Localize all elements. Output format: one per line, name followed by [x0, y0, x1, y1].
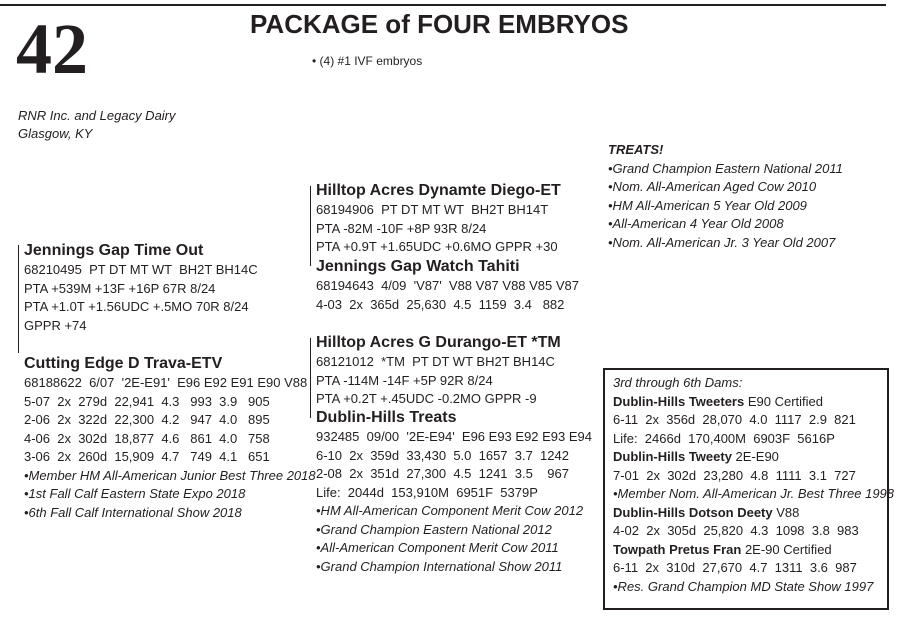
dam-entry-line: 6-11 2x 310d 27,670 4.7 1311 3.6 987: [613, 560, 857, 575]
treats-note: •HM All-American 5 Year Old 2009: [608, 197, 807, 213]
dam-entry: [613, 393, 887, 412]
dam-dam-line: Life: 2044d 153,910M 6951F 5379P: [316, 484, 538, 500]
sire-name: Jennings Gap Time Out: [24, 242, 204, 259]
sire-dam-line: 4-03 2x 365d 25,630 4.5 1159 3.4 882: [316, 296, 565, 312]
dam-bracket: [310, 338, 311, 418]
dam-note: •1st Fall Calf Eastern State Expo 2018: [24, 486, 246, 501]
dam-entry-name: Towpath Pretus Fran: [613, 541, 742, 557]
dam-dam-note: •HM All-American Component Merit Cow 2012: [316, 503, 584, 518]
dam-entry-score: 2E-90 Certified: [741, 541, 832, 557]
dam-name: Cutting Edge D Trava-ETV: [24, 355, 223, 372]
consignor-name: RNR Inc. and Legacy Dairy: [18, 108, 176, 123]
dam-entry: [613, 504, 887, 523]
treats-note: •Nom. All-American Jr. 3 Year Old 2007: [608, 234, 836, 250]
dam-line: 5-07 2x 279d 22,941 4.3 993 3.9 905: [24, 393, 270, 409]
dam-entry-score: V88: [772, 504, 800, 520]
sire-dam-line: 68194643 4/09 'V87' V88 V87 V88 V85 V87: [316, 278, 580, 293]
sire-line: 68210495 PT DT MT WT BH2T BH14C: [24, 262, 258, 277]
dam-dam-name: Dublin-Hills Treats: [316, 409, 457, 426]
embryo-description: • (4) #1 IVF embryos: [312, 54, 423, 68]
page-title: PACKAGE of FOUR EMBRYOS: [250, 9, 629, 39]
sire-line: PTA +539M +13F +16P 67R 8/24: [24, 280, 216, 296]
dam-dam-line: 6-10 2x 359d 33,430 5.0 1657 3.7 1242: [316, 447, 569, 463]
sire-line: PTA +1.0T +1.56UDC +.5MO 70R 8/24: [24, 299, 249, 314]
dam-sire-name: Hilltop Acres G Durango-ET *TM: [316, 334, 561, 351]
dam-entry-note: •Member Nom. All-American Jr. Best Three 1998: [613, 486, 895, 501]
dam-sire-line: PTA +0.2T +.45UDC -0.2MO GPPR -9: [316, 391, 537, 406]
dam-dam-note: •Grand Champion Eastern National 2012: [316, 521, 552, 537]
consignor-location: Glasgow, KY: [18, 126, 93, 141]
sire-dam-block: [316, 256, 579, 314]
dam-entry-line: 4-02 2x 305d 25,820 4.3 1098 3.8 983: [613, 523, 859, 538]
treats-block: [608, 141, 843, 252]
treats-note: •All-American 4 Year Old 2008: [608, 216, 784, 231]
dam-line: 3-06 2x 260d 15,909 4.7 749 4.1 651: [24, 449, 270, 464]
treats-heading: TREATS!: [608, 142, 664, 157]
dam-entry-name: Dublin-Hills Tweety: [613, 449, 732, 464]
dam-sire-line: 68121012 *TM PT DT WT BH2T BH14C: [316, 354, 555, 369]
sire-sire-line: PTA -82M -10F +8P 93R 8/24: [316, 220, 487, 236]
dam-dam-note: •Grand Champion International Show 2011: [316, 558, 563, 574]
sire-sire-name: Hilltop Acres Dynamte Diego-ET: [316, 182, 561, 199]
dam-note: •6th Fall Calf International Show 2018: [24, 504, 242, 520]
treats-note: •Nom. All-American Aged Cow 2010: [608, 179, 817, 194]
dam-sire-line: PTA -114M -14F +5P 92R 8/24: [316, 372, 493, 388]
dam-dam-block: [316, 407, 592, 576]
sire-bracket: [310, 186, 311, 266]
dam-entry-score: 2E-E90: [731, 449, 779, 464]
consignor: [18, 107, 176, 143]
dam-line: 4-06 2x 302d 18,877 4.6 861 4.0 758: [24, 430, 270, 446]
dams-box: [603, 368, 895, 610]
dam-entry-name: Dublin-Hills Tweeters: [613, 393, 745, 409]
top-rule: [0, 4, 886, 6]
dam-note: •Member HM All-American Junior Best Three 2018: [24, 467, 316, 483]
dam-entry-line: 6-11 2x 356d 28,070 4.0 1117 2.9 821: [613, 412, 856, 427]
dam-entry: [613, 448, 887, 467]
sire-line: GPPR +74: [24, 317, 87, 333]
treats-note: •Grand Champion Eastern National 2011: [608, 160, 843, 176]
dam-line: 2-06 2x 322d 22,300 4.2 947 4.0 895: [24, 412, 270, 427]
dam-block: [24, 353, 316, 522]
dam-entry-note: •Res. Grand Champion MD State Show 1997: [613, 578, 874, 594]
dam-dam-note: •All-American Component Merit Cow 2011: [316, 540, 559, 555]
lot-number: 42: [16, 9, 88, 89]
dam-entry-score: E90 Certified: [744, 393, 823, 409]
pedigree-bracket: [18, 245, 19, 353]
dam-dam-line: 932485 09/00 '2E-E94' E96 E93 E92 E93 E94: [316, 429, 593, 444]
sire-sire-line: PTA +0.9T +1.65UDC +0.6MO GPPR +30: [316, 239, 558, 254]
sire-dam-name: Jennings Gap Watch Tahiti: [316, 258, 520, 275]
dam-line: 68188622 6/07 '2E-E91' E96 E92 E91 E90 V88: [24, 375, 308, 390]
sire-sire-line: 68194906 PT DT MT WT BH2T BH14T: [316, 202, 549, 217]
dam-sire-block: [316, 332, 561, 409]
dam-entry: [613, 541, 887, 560]
sire-sire-block: [316, 180, 561, 257]
sire-block: [24, 240, 258, 335]
dam-entry-name: Dublin-Hills Dotson Deety: [613, 504, 773, 520]
dam-entry-line: Life: 2466d 170,400M 6903F 5616P: [613, 430, 835, 446]
dam-entry-line: 7-01 2x 302d 23,280 4.8 1111 3.1 727: [613, 467, 856, 483]
dams-box-heading: 3rd through 6th Dams:: [613, 375, 743, 390]
dam-dam-line: 2-08 2x 351d 27,300 4.5 1241 3.5 967: [316, 466, 569, 481]
